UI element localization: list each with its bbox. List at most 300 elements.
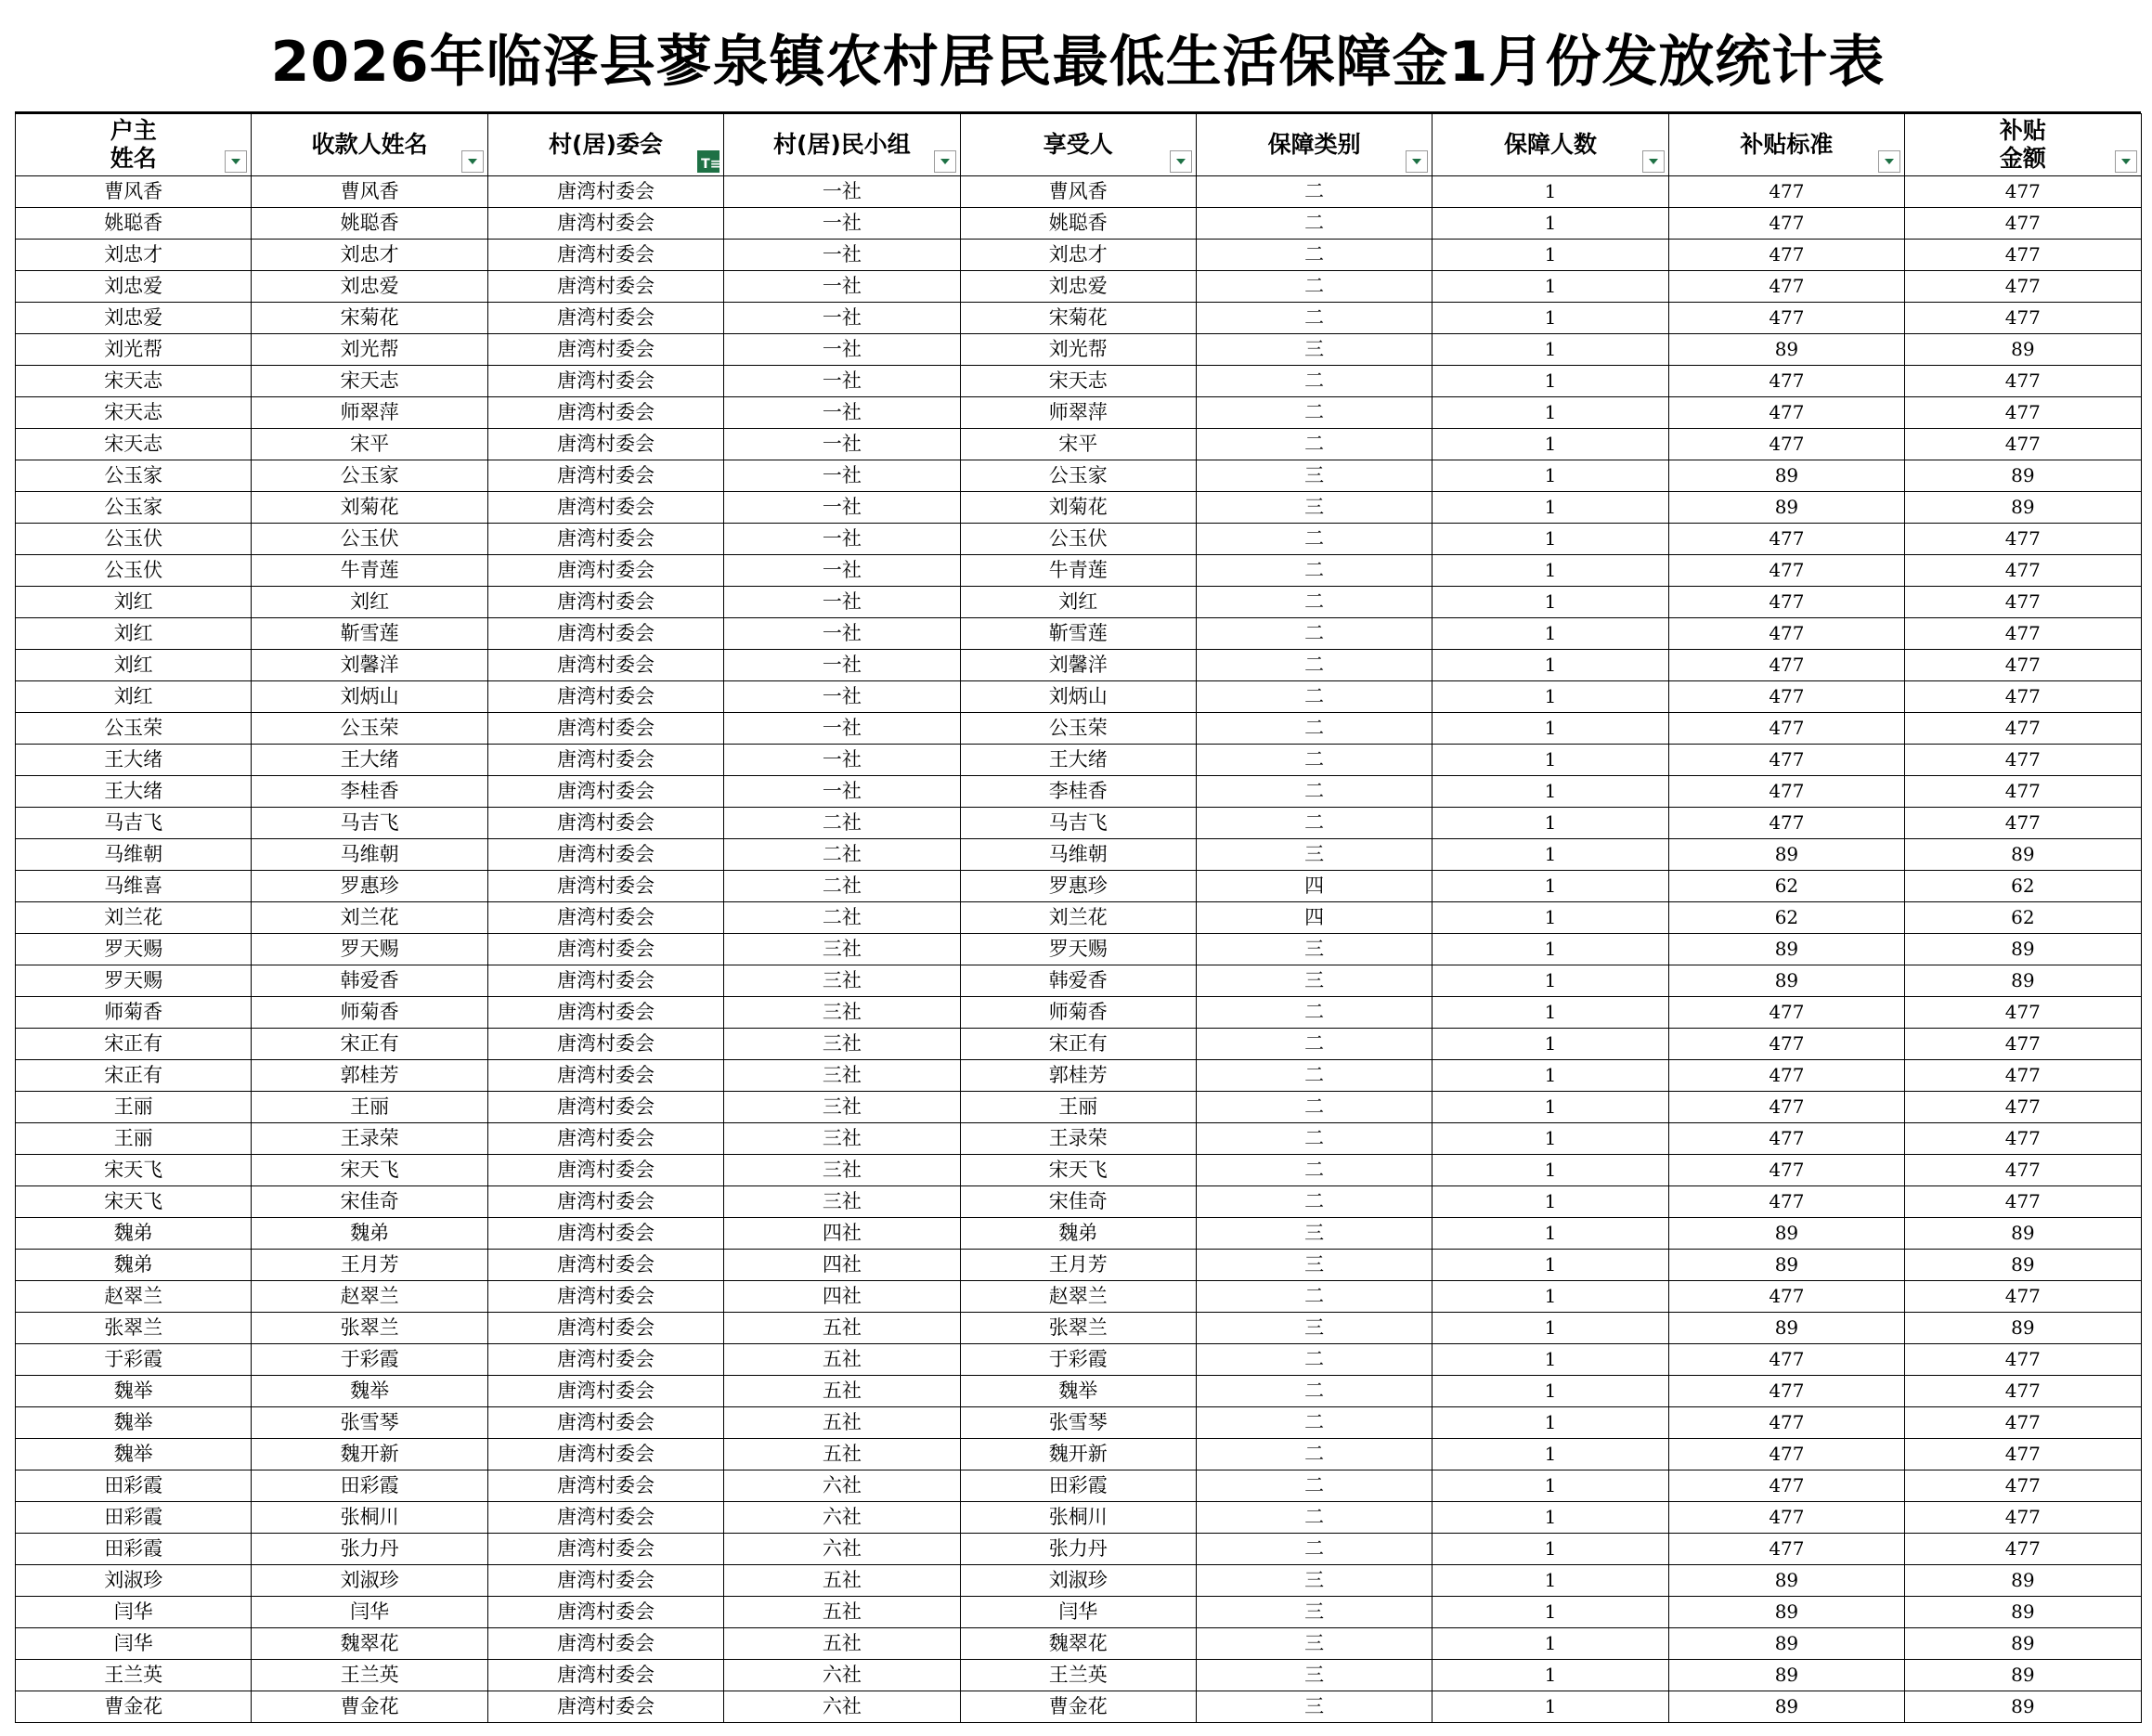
cell-guarantee-count[interactable]: 1 [1433, 808, 1668, 839]
cell-guarantee-count[interactable]: 1 [1433, 1155, 1668, 1186]
cell-household-head-name[interactable]: 王大绪 [16, 776, 252, 808]
cell-beneficiary[interactable]: 魏开新 [960, 1439, 1196, 1470]
cell-household-head-name[interactable]: 刘忠爱 [16, 303, 252, 334]
cell-subsidy-amount[interactable]: 477 [1905, 808, 2141, 839]
cell-villager-group[interactable]: 一社 [724, 208, 960, 240]
cell-household-head-name[interactable]: 刘兰花 [16, 902, 252, 934]
cell-payee-name[interactable]: 赵翠兰 [252, 1281, 487, 1313]
cell-villager-group[interactable]: 二社 [724, 839, 960, 871]
cell-payee-name[interactable]: 曹金花 [252, 1691, 487, 1723]
cell-village-committee[interactable]: 唐湾村委会 [487, 1407, 723, 1439]
cell-household-head-name[interactable]: 公玉伏 [16, 524, 252, 555]
cell-guarantee-count[interactable]: 1 [1433, 934, 1668, 965]
cell-subsidy-amount[interactable]: 89 [1905, 839, 2141, 871]
cell-guarantee-count[interactable]: 1 [1433, 429, 1668, 460]
cell-guarantee-category[interactable]: 二 [1196, 271, 1432, 303]
cell-beneficiary[interactable]: 姚聪香 [960, 208, 1196, 240]
cell-subsidy-standard[interactable]: 477 [1668, 587, 1904, 618]
cell-household-head-name[interactable]: 田彩霞 [16, 1502, 252, 1534]
cell-beneficiary[interactable]: 田彩霞 [960, 1470, 1196, 1502]
cell-guarantee-count[interactable]: 1 [1433, 1029, 1668, 1060]
cell-guarantee-category[interactable]: 二 [1196, 555, 1432, 587]
cell-village-committee[interactable]: 唐湾村委会 [487, 1660, 723, 1691]
cell-household-head-name[interactable]: 刘红 [16, 618, 252, 650]
cell-guarantee-category[interactable]: 二 [1196, 1407, 1432, 1439]
cell-payee-name[interactable]: 刘菊花 [252, 492, 487, 524]
cell-subsidy-amount[interactable]: 477 [1905, 713, 2141, 745]
cell-villager-group[interactable]: 一社 [724, 460, 960, 492]
cell-payee-name[interactable]: 宋佳奇 [252, 1186, 487, 1218]
cell-payee-name[interactable]: 宋菊花 [252, 303, 487, 334]
cell-guarantee-count[interactable]: 1 [1433, 1092, 1668, 1123]
cell-village-committee[interactable]: 唐湾村委会 [487, 1218, 723, 1250]
cell-guarantee-category[interactable]: 二 [1196, 1376, 1432, 1407]
cell-subsidy-standard[interactable]: 89 [1668, 1313, 1904, 1344]
cell-guarantee-category[interactable]: 二 [1196, 1123, 1432, 1155]
cell-guarantee-category[interactable]: 二 [1196, 1470, 1432, 1502]
cell-guarantee-count[interactable]: 1 [1433, 1534, 1668, 1565]
cell-subsidy-standard[interactable]: 477 [1668, 1186, 1904, 1218]
cell-payee-name[interactable]: 王兰英 [252, 1660, 487, 1691]
cell-subsidy-amount[interactable]: 89 [1905, 1660, 2141, 1691]
cell-guarantee-category[interactable]: 二 [1196, 1029, 1432, 1060]
cell-village-committee[interactable]: 唐湾村委会 [487, 713, 723, 745]
cell-beneficiary[interactable]: 刘菊花 [960, 492, 1196, 524]
cell-guarantee-category[interactable]: 三 [1196, 1691, 1432, 1723]
cell-subsidy-amount[interactable]: 477 [1905, 429, 2141, 460]
cell-subsidy-amount[interactable]: 89 [1905, 334, 2141, 366]
filter-active-icon[interactable] [697, 150, 719, 173]
cell-village-committee[interactable]: 唐湾村委会 [487, 997, 723, 1029]
cell-subsidy-standard[interactable]: 477 [1668, 681, 1904, 713]
cell-payee-name[interactable]: 于彩霞 [252, 1344, 487, 1376]
cell-beneficiary[interactable]: 宋平 [960, 429, 1196, 460]
cell-subsidy-amount[interactable]: 89 [1905, 1565, 2141, 1597]
cell-beneficiary[interactable]: 宋天飞 [960, 1155, 1196, 1186]
cell-beneficiary[interactable]: 马吉飞 [960, 808, 1196, 839]
cell-beneficiary[interactable]: 张力丹 [960, 1534, 1196, 1565]
cell-village-committee[interactable]: 唐湾村委会 [487, 745, 723, 776]
cell-household-head-name[interactable]: 于彩霞 [16, 1344, 252, 1376]
cell-payee-name[interactable]: 刘忠才 [252, 240, 487, 271]
cell-subsidy-amount[interactable]: 477 [1905, 1439, 2141, 1470]
cell-villager-group[interactable]: 三社 [724, 1155, 960, 1186]
cell-villager-group[interactable]: 一社 [724, 745, 960, 776]
cell-villager-group[interactable]: 五社 [724, 1628, 960, 1660]
cell-subsidy-amount[interactable]: 477 [1905, 587, 2141, 618]
cell-villager-group[interactable]: 六社 [724, 1534, 960, 1565]
cell-subsidy-standard[interactable]: 477 [1668, 1092, 1904, 1123]
cell-subsidy-standard[interactable]: 477 [1668, 650, 1904, 681]
cell-subsidy-amount[interactable]: 477 [1905, 176, 2141, 208]
cell-subsidy-standard[interactable]: 477 [1668, 366, 1904, 397]
cell-payee-name[interactable]: 公玉伏 [252, 524, 487, 555]
cell-villager-group[interactable]: 一社 [724, 776, 960, 808]
cell-subsidy-amount[interactable]: 477 [1905, 366, 2141, 397]
cell-subsidy-standard[interactable]: 477 [1668, 397, 1904, 429]
cell-village-committee[interactable]: 唐湾村委会 [487, 1281, 723, 1313]
cell-guarantee-count[interactable]: 1 [1433, 1376, 1668, 1407]
cell-villager-group[interactable]: 三社 [724, 934, 960, 965]
cell-household-head-name[interactable]: 闫华 [16, 1628, 252, 1660]
cell-villager-group[interactable]: 一社 [724, 271, 960, 303]
cell-subsidy-standard[interactable]: 89 [1668, 1218, 1904, 1250]
cell-subsidy-amount[interactable]: 477 [1905, 1155, 2141, 1186]
cell-guarantee-count[interactable]: 1 [1433, 713, 1668, 745]
cell-household-head-name[interactable]: 马吉飞 [16, 808, 252, 839]
cell-subsidy-amount[interactable]: 477 [1905, 1029, 2141, 1060]
cell-beneficiary[interactable]: 李桂香 [960, 776, 1196, 808]
cell-village-committee[interactable]: 唐湾村委会 [487, 1439, 723, 1470]
cell-subsidy-standard[interactable]: 477 [1668, 1470, 1904, 1502]
cell-subsidy-standard[interactable]: 477 [1668, 1029, 1904, 1060]
cell-beneficiary[interactable]: 宋正有 [960, 1029, 1196, 1060]
cell-guarantee-count[interactable]: 1 [1433, 366, 1668, 397]
cell-subsidy-standard[interactable]: 89 [1668, 1250, 1904, 1281]
cell-household-head-name[interactable]: 宋正有 [16, 1060, 252, 1092]
cell-payee-name[interactable]: 王大绪 [252, 745, 487, 776]
cell-beneficiary[interactable]: 公玉家 [960, 460, 1196, 492]
cell-subsidy-amount[interactable]: 477 [1905, 745, 2141, 776]
cell-village-committee[interactable]: 唐湾村委会 [487, 555, 723, 587]
cell-village-committee[interactable]: 唐湾村委会 [487, 524, 723, 555]
cell-subsidy-standard[interactable]: 477 [1668, 240, 1904, 271]
cell-village-committee[interactable]: 唐湾村委会 [487, 1186, 723, 1218]
cell-beneficiary[interactable]: 魏翠花 [960, 1628, 1196, 1660]
cell-household-head-name[interactable]: 魏举 [16, 1407, 252, 1439]
cell-village-committee[interactable]: 唐湾村委会 [487, 240, 723, 271]
cell-villager-group[interactable]: 一社 [724, 524, 960, 555]
cell-guarantee-count[interactable]: 1 [1433, 1502, 1668, 1534]
cell-village-committee[interactable]: 唐湾村委会 [487, 650, 723, 681]
cell-guarantee-count[interactable]: 1 [1433, 1597, 1668, 1628]
cell-guarantee-count[interactable]: 1 [1433, 1123, 1668, 1155]
filter-dropdown-icon[interactable] [2115, 150, 2137, 173]
cell-household-head-name[interactable]: 王大绪 [16, 745, 252, 776]
cell-guarantee-category[interactable]: 二 [1196, 429, 1432, 460]
cell-guarantee-category[interactable]: 二 [1196, 240, 1432, 271]
cell-household-head-name[interactable]: 魏弟 [16, 1218, 252, 1250]
cell-beneficiary[interactable]: 王大绪 [960, 745, 1196, 776]
cell-villager-group[interactable]: 五社 [724, 1376, 960, 1407]
cell-beneficiary[interactable]: 师翠萍 [960, 397, 1196, 429]
cell-household-head-name[interactable]: 公玉伏 [16, 555, 252, 587]
cell-beneficiary[interactable]: 马维朝 [960, 839, 1196, 871]
cell-household-head-name[interactable]: 刘忠才 [16, 240, 252, 271]
cell-subsidy-standard[interactable]: 477 [1668, 271, 1904, 303]
cell-guarantee-count[interactable]: 1 [1433, 460, 1668, 492]
cell-guarantee-category[interactable]: 三 [1196, 1628, 1432, 1660]
cell-subsidy-amount[interactable]: 477 [1905, 1470, 2141, 1502]
cell-village-committee[interactable]: 唐湾村委会 [487, 460, 723, 492]
cell-village-committee[interactable]: 唐湾村委会 [487, 1565, 723, 1597]
cell-village-committee[interactable]: 唐湾村委会 [487, 839, 723, 871]
cell-villager-group[interactable]: 一社 [724, 176, 960, 208]
cell-household-head-name[interactable]: 王丽 [16, 1092, 252, 1123]
cell-village-committee[interactable]: 唐湾村委会 [487, 334, 723, 366]
cell-village-committee[interactable]: 唐湾村委会 [487, 1250, 723, 1281]
cell-guarantee-count[interactable]: 1 [1433, 1439, 1668, 1470]
cell-subsidy-standard[interactable]: 477 [1668, 997, 1904, 1029]
cell-subsidy-standard[interactable]: 477 [1668, 713, 1904, 745]
cell-payee-name[interactable]: 宋正有 [252, 1029, 487, 1060]
cell-subsidy-amount[interactable]: 477 [1905, 1376, 2141, 1407]
cell-subsidy-standard[interactable]: 477 [1668, 1534, 1904, 1565]
cell-subsidy-amount[interactable]: 89 [1905, 1691, 2141, 1723]
cell-guarantee-count[interactable]: 1 [1433, 1281, 1668, 1313]
cell-payee-name[interactable]: 张桐川 [252, 1502, 487, 1534]
cell-payee-name[interactable]: 王月芳 [252, 1250, 487, 1281]
cell-subsidy-standard[interactable]: 62 [1668, 871, 1904, 902]
cell-guarantee-category[interactable]: 二 [1196, 397, 1432, 429]
cell-village-committee[interactable]: 唐湾村委会 [487, 397, 723, 429]
cell-subsidy-standard[interactable]: 477 [1668, 555, 1904, 587]
cell-payee-name[interactable]: 刘淑珍 [252, 1565, 487, 1597]
cell-villager-group[interactable]: 一社 [724, 681, 960, 713]
cell-beneficiary[interactable]: 刘红 [960, 587, 1196, 618]
cell-subsidy-standard[interactable]: 477 [1668, 176, 1904, 208]
cell-subsidy-amount[interactable]: 477 [1905, 997, 2141, 1029]
cell-villager-group[interactable]: 一社 [724, 397, 960, 429]
cell-guarantee-count[interactable]: 1 [1433, 618, 1668, 650]
cell-beneficiary[interactable]: 宋菊花 [960, 303, 1196, 334]
cell-guarantee-count[interactable]: 1 [1433, 240, 1668, 271]
cell-village-committee[interactable]: 唐湾村委会 [487, 1123, 723, 1155]
cell-payee-name[interactable]: 张力丹 [252, 1534, 487, 1565]
cell-village-committee[interactable]: 唐湾村委会 [487, 176, 723, 208]
cell-villager-group[interactable]: 五社 [724, 1439, 960, 1470]
cell-household-head-name[interactable]: 宋天飞 [16, 1186, 252, 1218]
cell-guarantee-count[interactable]: 1 [1433, 650, 1668, 681]
cell-beneficiary[interactable]: 罗惠珍 [960, 871, 1196, 902]
cell-household-head-name[interactable]: 马维朝 [16, 839, 252, 871]
cell-guarantee-category[interactable]: 二 [1196, 1281, 1432, 1313]
cell-village-committee[interactable]: 唐湾村委会 [487, 1060, 723, 1092]
cell-subsidy-standard[interactable]: 477 [1668, 618, 1904, 650]
cell-subsidy-amount[interactable]: 477 [1905, 1534, 2141, 1565]
cell-guarantee-count[interactable]: 1 [1433, 1470, 1668, 1502]
cell-beneficiary[interactable]: 牛青莲 [960, 555, 1196, 587]
cell-villager-group[interactable]: 三社 [724, 1029, 960, 1060]
cell-villager-group[interactable]: 三社 [724, 1186, 960, 1218]
cell-subsidy-standard[interactable]: 477 [1668, 1502, 1904, 1534]
cell-villager-group[interactable]: 五社 [724, 1344, 960, 1376]
cell-household-head-name[interactable]: 魏举 [16, 1439, 252, 1470]
cell-village-committee[interactable]: 唐湾村委会 [487, 618, 723, 650]
cell-villager-group[interactable]: 一社 [724, 303, 960, 334]
cell-guarantee-category[interactable]: 三 [1196, 460, 1432, 492]
cell-payee-name[interactable]: 师翠萍 [252, 397, 487, 429]
cell-beneficiary[interactable]: 刘忠才 [960, 240, 1196, 271]
cell-guarantee-category[interactable]: 二 [1196, 176, 1432, 208]
cell-payee-name[interactable]: 马维朝 [252, 839, 487, 871]
cell-payee-name[interactable]: 靳雪莲 [252, 618, 487, 650]
cell-village-committee[interactable]: 唐湾村委会 [487, 1376, 723, 1407]
cell-guarantee-category[interactable]: 二 [1196, 524, 1432, 555]
cell-villager-group[interactable]: 六社 [724, 1502, 960, 1534]
cell-guarantee-count[interactable]: 1 [1433, 524, 1668, 555]
cell-subsidy-amount[interactable]: 477 [1905, 1060, 2141, 1092]
cell-guarantee-category[interactable]: 二 [1196, 1502, 1432, 1534]
cell-household-head-name[interactable]: 马维喜 [16, 871, 252, 902]
cell-beneficiary[interactable]: 公玉伏 [960, 524, 1196, 555]
cell-subsidy-amount[interactable]: 62 [1905, 871, 2141, 902]
cell-beneficiary[interactable]: 曹风香 [960, 176, 1196, 208]
cell-payee-name[interactable]: 罗天赐 [252, 934, 487, 965]
cell-beneficiary[interactable]: 郭桂芳 [960, 1060, 1196, 1092]
cell-household-head-name[interactable]: 刘光帮 [16, 334, 252, 366]
cell-payee-name[interactable]: 牛青莲 [252, 555, 487, 587]
cell-villager-group[interactable]: 一社 [724, 555, 960, 587]
cell-subsidy-amount[interactable]: 477 [1905, 240, 2141, 271]
cell-guarantee-category[interactable]: 三 [1196, 1313, 1432, 1344]
cell-village-committee[interactable]: 唐湾村委会 [487, 492, 723, 524]
cell-payee-name[interactable]: 闫华 [252, 1597, 487, 1628]
cell-guarantee-count[interactable]: 1 [1433, 1060, 1668, 1092]
cell-subsidy-amount[interactable]: 89 [1905, 965, 2141, 997]
cell-villager-group[interactable]: 四社 [724, 1218, 960, 1250]
cell-beneficiary[interactable]: 宋天志 [960, 366, 1196, 397]
cell-subsidy-amount[interactable]: 89 [1905, 934, 2141, 965]
cell-village-committee[interactable]: 唐湾村委会 [487, 902, 723, 934]
cell-payee-name[interactable]: 魏开新 [252, 1439, 487, 1470]
cell-village-committee[interactable]: 唐湾村委会 [487, 871, 723, 902]
cell-village-committee[interactable]: 唐湾村委会 [487, 1155, 723, 1186]
cell-guarantee-count[interactable]: 1 [1433, 1691, 1668, 1723]
cell-village-committee[interactable]: 唐湾村委会 [487, 303, 723, 334]
cell-beneficiary[interactable]: 张翠兰 [960, 1313, 1196, 1344]
cell-beneficiary[interactable]: 闫华 [960, 1597, 1196, 1628]
cell-guarantee-count[interactable]: 1 [1433, 1250, 1668, 1281]
cell-beneficiary[interactable]: 曹金花 [960, 1691, 1196, 1723]
cell-beneficiary[interactable]: 张雪琴 [960, 1407, 1196, 1439]
cell-village-committee[interactable]: 唐湾村委会 [487, 1628, 723, 1660]
cell-village-committee[interactable]: 唐湾村委会 [487, 1092, 723, 1123]
cell-village-committee[interactable]: 唐湾村委会 [487, 271, 723, 303]
cell-guarantee-count[interactable]: 1 [1433, 208, 1668, 240]
cell-guarantee-count[interactable]: 1 [1433, 555, 1668, 587]
cell-subsidy-amount[interactable]: 477 [1905, 555, 2141, 587]
cell-villager-group[interactable]: 五社 [724, 1313, 960, 1344]
cell-payee-name[interactable]: 刘炳山 [252, 681, 487, 713]
cell-guarantee-count[interactable]: 1 [1433, 965, 1668, 997]
cell-subsidy-standard[interactable]: 477 [1668, 1060, 1904, 1092]
cell-guarantee-category[interactable]: 三 [1196, 1565, 1432, 1597]
cell-guarantee-count[interactable]: 1 [1433, 1186, 1668, 1218]
cell-guarantee-count[interactable]: 1 [1433, 776, 1668, 808]
cell-villager-group[interactable]: 三社 [724, 1060, 960, 1092]
cell-village-committee[interactable]: 唐湾村委会 [487, 1691, 723, 1723]
cell-guarantee-count[interactable]: 1 [1433, 1565, 1668, 1597]
cell-payee-name[interactable]: 刘忠爱 [252, 271, 487, 303]
cell-payee-name[interactable]: 师菊香 [252, 997, 487, 1029]
filter-dropdown-icon[interactable] [1642, 150, 1665, 173]
cell-guarantee-category[interactable]: 二 [1196, 618, 1432, 650]
cell-beneficiary[interactable]: 公玉荣 [960, 713, 1196, 745]
cell-villager-group[interactable]: 三社 [724, 1123, 960, 1155]
cell-villager-group[interactable]: 一社 [724, 618, 960, 650]
cell-guarantee-category[interactable]: 三 [1196, 1597, 1432, 1628]
cell-guarantee-category[interactable]: 二 [1196, 208, 1432, 240]
cell-guarantee-count[interactable]: 1 [1433, 1407, 1668, 1439]
cell-guarantee-count[interactable]: 1 [1433, 1660, 1668, 1691]
cell-payee-name[interactable]: 韩爱香 [252, 965, 487, 997]
cell-payee-name[interactable]: 姚聪香 [252, 208, 487, 240]
cell-guarantee-category[interactable]: 三 [1196, 934, 1432, 965]
cell-village-committee[interactable]: 唐湾村委会 [487, 808, 723, 839]
cell-household-head-name[interactable]: 王丽 [16, 1123, 252, 1155]
cell-beneficiary[interactable]: 罗天赐 [960, 934, 1196, 965]
cell-guarantee-category[interactable]: 三 [1196, 1250, 1432, 1281]
cell-subsidy-standard[interactable]: 89 [1668, 934, 1904, 965]
cell-guarantee-category[interactable]: 三 [1196, 492, 1432, 524]
cell-guarantee-count[interactable]: 1 [1433, 839, 1668, 871]
cell-guarantee-count[interactable]: 1 [1433, 334, 1668, 366]
cell-villager-group[interactable]: 四社 [724, 1250, 960, 1281]
cell-subsidy-standard[interactable]: 89 [1668, 334, 1904, 366]
cell-subsidy-standard[interactable]: 89 [1668, 1565, 1904, 1597]
cell-beneficiary[interactable]: 刘淑珍 [960, 1565, 1196, 1597]
filter-dropdown-icon[interactable] [1406, 150, 1428, 173]
cell-villager-group[interactable]: 五社 [724, 1597, 960, 1628]
cell-guarantee-count[interactable]: 1 [1433, 1628, 1668, 1660]
cell-villager-group[interactable]: 三社 [724, 997, 960, 1029]
cell-village-committee[interactable]: 唐湾村委会 [487, 208, 723, 240]
cell-villager-group[interactable]: 一社 [724, 650, 960, 681]
cell-beneficiary[interactable]: 赵翠兰 [960, 1281, 1196, 1313]
filter-dropdown-icon[interactable] [225, 150, 247, 173]
cell-subsidy-amount[interactable]: 477 [1905, 397, 2141, 429]
cell-household-head-name[interactable]: 魏弟 [16, 1250, 252, 1281]
cell-subsidy-amount[interactable]: 89 [1905, 1628, 2141, 1660]
cell-subsidy-standard[interactable]: 477 [1668, 1344, 1904, 1376]
cell-village-committee[interactable]: 唐湾村委会 [487, 681, 723, 713]
cell-guarantee-category[interactable]: 三 [1196, 1660, 1432, 1691]
cell-payee-name[interactable]: 罗惠珍 [252, 871, 487, 902]
cell-subsidy-amount[interactable]: 477 [1905, 1281, 2141, 1313]
cell-subsidy-standard[interactable]: 477 [1668, 745, 1904, 776]
cell-payee-name[interactable]: 王录荣 [252, 1123, 487, 1155]
cell-subsidy-standard[interactable]: 89 [1668, 460, 1904, 492]
cell-household-head-name[interactable]: 曹金花 [16, 1691, 252, 1723]
cell-household-head-name[interactable]: 罗天赐 [16, 934, 252, 965]
cell-subsidy-amount[interactable]: 89 [1905, 1313, 2141, 1344]
cell-subsidy-standard[interactable]: 89 [1668, 965, 1904, 997]
cell-villager-group[interactable]: 二社 [724, 808, 960, 839]
cell-household-head-name[interactable]: 刘淑珍 [16, 1565, 252, 1597]
cell-guarantee-count[interactable]: 1 [1433, 303, 1668, 334]
cell-subsidy-standard[interactable]: 89 [1668, 492, 1904, 524]
cell-household-head-name[interactable]: 公玉家 [16, 492, 252, 524]
cell-payee-name[interactable]: 魏翠花 [252, 1628, 487, 1660]
cell-guarantee-category[interactable]: 二 [1196, 808, 1432, 839]
cell-guarantee-category[interactable]: 二 [1196, 303, 1432, 334]
cell-household-head-name[interactable]: 宋天志 [16, 397, 252, 429]
cell-beneficiary[interactable]: 魏弟 [960, 1218, 1196, 1250]
cell-household-head-name[interactable]: 师菊香 [16, 997, 252, 1029]
cell-subsidy-amount[interactable]: 89 [1905, 492, 2141, 524]
cell-guarantee-category[interactable]: 二 [1196, 1344, 1432, 1376]
cell-household-head-name[interactable]: 刘红 [16, 587, 252, 618]
cell-beneficiary[interactable]: 刘光帮 [960, 334, 1196, 366]
cell-subsidy-amount[interactable]: 477 [1905, 208, 2141, 240]
cell-village-committee[interactable]: 唐湾村委会 [487, 429, 723, 460]
cell-payee-name[interactable]: 公玉荣 [252, 713, 487, 745]
cell-payee-name[interactable]: 魏举 [252, 1376, 487, 1407]
cell-villager-group[interactable]: 一社 [724, 334, 960, 366]
cell-subsidy-standard[interactable]: 477 [1668, 303, 1904, 334]
cell-guarantee-category[interactable]: 四 [1196, 871, 1432, 902]
